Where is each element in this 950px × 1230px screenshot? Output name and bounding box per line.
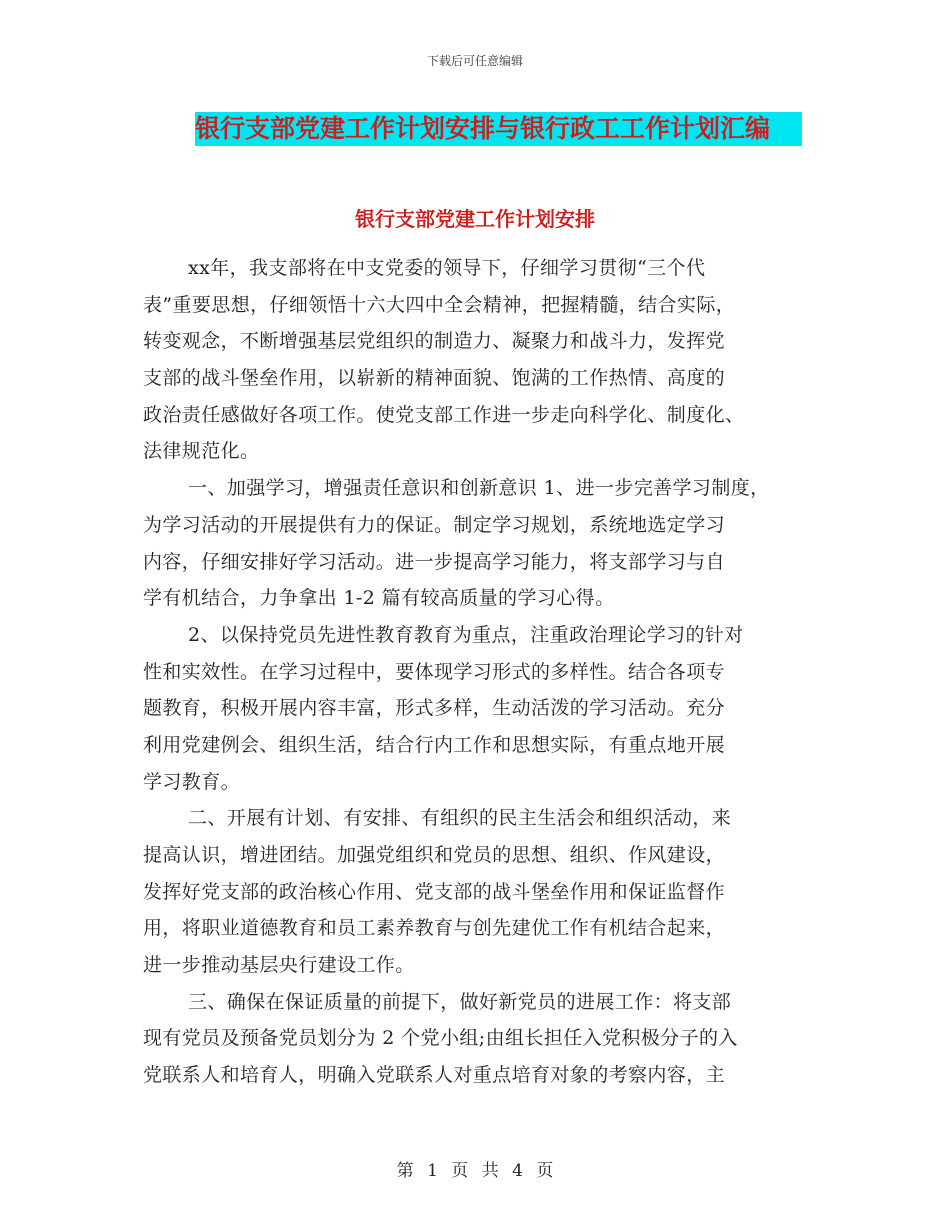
paragraph-line: 法律规范化。	[143, 440, 260, 463]
paragraph-line: 利用党建例会、组织生活，结合行内工作和思想实际，有重点地开展	[143, 733, 726, 756]
footer-page-number: 1	[427, 1161, 438, 1181]
paragraph-line: 二、开展有计划、有安排、有组织的民主生活会和组织活动，来	[188, 807, 732, 830]
paragraph-line: 表”重要思想，仔细领悟十六大四中全会精神，把握精髓，结合实际，	[143, 293, 736, 316]
paragraph-line: 支部的战斗堡垒作用，以崭新的精神面貌、饱满的工作热情、高度的	[143, 367, 726, 390]
paragraph-line: 学习教育。	[143, 770, 241, 793]
footer-total-unit: 页	[536, 1161, 554, 1181]
page-header-note: 下载后可任意编辑	[426, 54, 523, 68]
paragraph-line: 三、确保在保证质量的前提下，做好新党员的进展工作：将支部	[188, 990, 732, 1013]
paragraph-line: 进一步推动基层央行建设工作。	[143, 954, 415, 977]
paragraph-line: 学有机结合，力争拿出 1-2 篇有较高质量的学习心得。	[143, 587, 615, 610]
paragraph-line: xx年，我支部将在中支党委的领导下，仔细学习贯彻“三个代	[188, 257, 706, 279]
paragraph-line: 为学习活动的开展提供有力的保证。制定学习规划，系统地选定学习	[143, 513, 726, 536]
footer-total-number: 4	[512, 1161, 523, 1181]
paragraph-line: 性和实效性。在学习过程中，要体现学习形式的多样性。结合各项专	[143, 660, 726, 683]
page-footer	[0, 1156, 950, 1181]
paragraph-line: 一、加强学习，增强责任意识和创新意识 1、进一步完善学习制度，	[188, 477, 770, 500]
footer-total-label: 共	[481, 1161, 499, 1181]
paragraph-line: 用，将职业道德教育和员工素养教育与创先建优工作有机结合起来，	[143, 917, 726, 940]
document-title: 银行支部党建工作计划安排与银行政工工作计划汇编	[195, 112, 802, 146]
footer-page-label: 第	[396, 1161, 414, 1181]
section-title: 银行支部党建工作计划安排	[355, 207, 595, 231]
paragraph-line: 发挥好党支部的政治核心作用、党支部的战斗堡垒作用和保证监督作	[143, 880, 726, 903]
paragraph-line: 党联系人和培育人，明确入党联系人对重点培育对象的考察内容，主	[143, 1064, 726, 1087]
paragraph-line: 提高认识，增进团结。加强党组织和党员的思想、组织、作风建设，	[143, 844, 726, 866]
paragraph-line: 内容，仔细安排好学习活动。进一步提高学习能力，将支部学习与自	[143, 550, 726, 573]
paragraph-line: 题教育，积极开展内容丰富，形式多样，生动活泼的学习活动。充分	[143, 697, 726, 720]
paragraph-line: 2、以保持党员先进性教育教育为重点，注重政治理论学习的针对	[188, 623, 744, 646]
body-text	[143, 250, 833, 1094]
paragraph-line: 转变观念，不断增强基层党组织的制造力、凝聚力和战斗力，发挥党	[143, 330, 726, 353]
paragraph-line: 政治责任感做好各项工作。使党支部工作进一步走向科学化、制度化、	[143, 403, 745, 426]
footer-page-unit: 页	[451, 1161, 469, 1181]
paragraph-line: 现有党员及预备党员划分为 2 个党小组;由组长担任入党积极分子的入	[143, 1027, 738, 1050]
